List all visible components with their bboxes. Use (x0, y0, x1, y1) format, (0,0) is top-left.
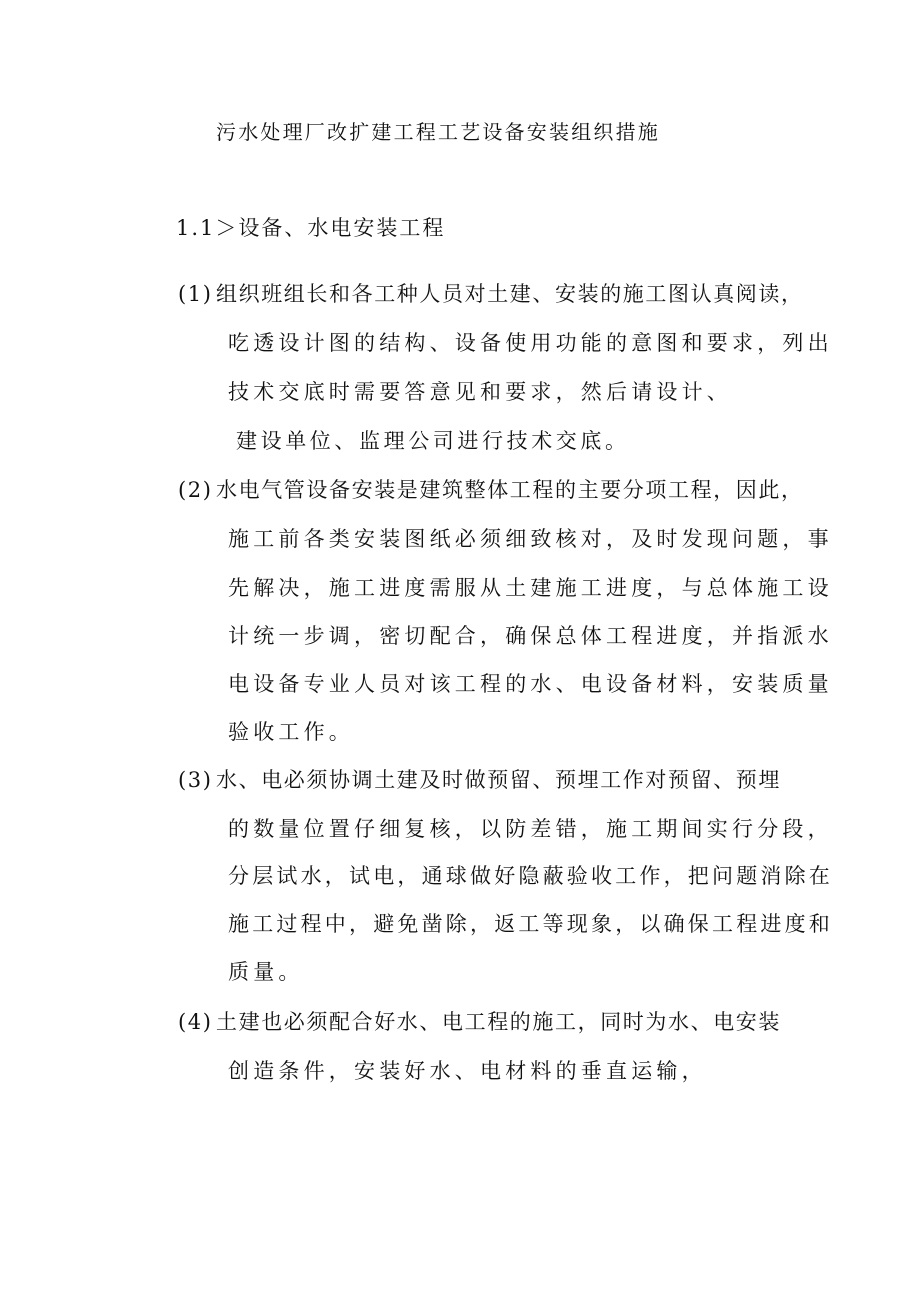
item-3-line-4: 施工过程中，避免凿除，返工等现象，以确保工程进度和 (228, 912, 833, 936)
item-2-line-2: 施工前各类安装图纸必须细致核对，及时发现问题，事 (228, 527, 833, 551)
item-1-line-4: 建设单位、监理公司进行技术交底。 (236, 429, 630, 453)
item-3-line-5: 质量。 (228, 960, 304, 984)
item-3-line-2: 的数量位置仔细复核，以防差错，施工期间实行分段， (228, 817, 833, 841)
item-2-line-6: 验收工作。 (228, 720, 354, 744)
document-title: 污水处理厂改扩建工程工艺设备安装组织措施 (216, 120, 660, 144)
item-3-number: (3) (178, 768, 213, 792)
item-2-line-4: 计统一步调，密切配合，确保总体工程进度，并指派水 (228, 624, 833, 648)
item-1-number: (1) (178, 282, 213, 306)
item-4-line-2: 创造条件，安装好水、电材料的垂直运输， (228, 1059, 707, 1083)
item-3-line-3: 分层试水，试电，通球做好隐蔽验收工作，把问题消除在 (228, 864, 833, 888)
item-1-line-1: (1) 组织班组长和各工种人员对土建、安装的施工图认真阅读， (178, 282, 804, 306)
item-2-line-5: 电设备专业人员对该工程的水、电设备材料，安装质量 (228, 672, 833, 696)
item-1-line-2: 吃透设计图的结构、设备使用功能的意图和要求，列出 (228, 331, 833, 355)
item-2-number: (2) (178, 478, 213, 502)
item-2-line-1: (2) 水电气管设备安装是建筑整体工程的主要分项工程，因此， (178, 478, 804, 502)
section-heading: 1.1＞设备、水电安装工程 (176, 216, 446, 240)
item-4-number: (4) (178, 1010, 213, 1034)
item-4-line-1: (4) 土建也必须配合好水、电工程的施工，同时为水、电安装 (178, 1010, 781, 1034)
item-2-line-3: 先解决，施工进度需服从土建施工进度，与总体施工设 (228, 576, 833, 600)
item-1-line-3: 技术交底时需要答意见和要求，然后请设计、 (228, 380, 732, 404)
item-3-line-1: (3) 水、电必须协调土建及时做预留、预埋工作对预留、预埋 (178, 768, 781, 792)
